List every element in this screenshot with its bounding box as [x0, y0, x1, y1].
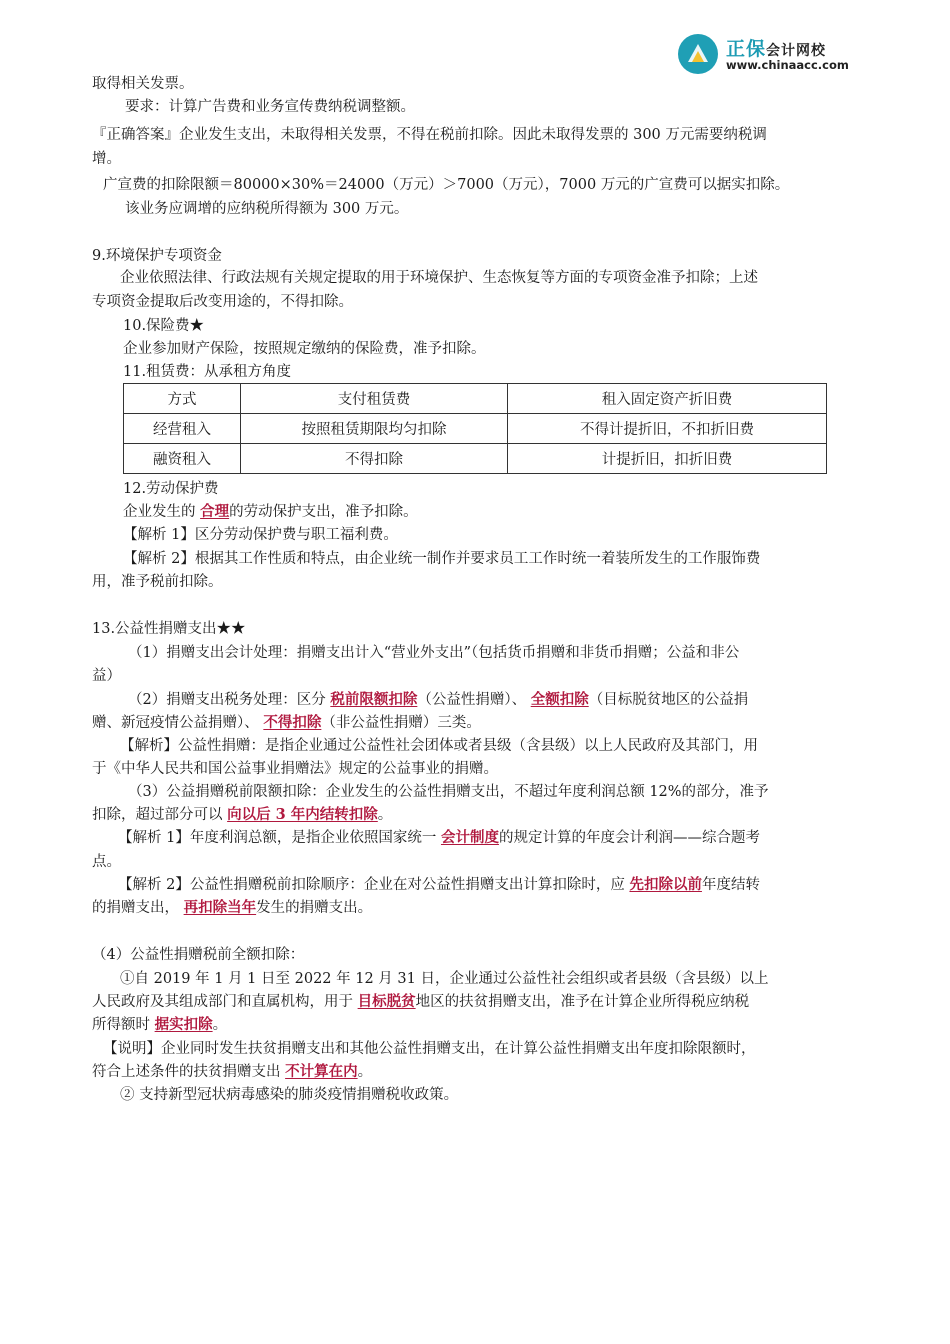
text-line [92, 898, 372, 918]
text-line: 该业务应调增的应纳税所得额为 300 万元。 [125, 201, 409, 217]
text-line: ①自 2019 年 1 月 1 日至 2022 年 12 月 31 日，企业通过公益性社会组织或者县级（含县级）以上 [120, 971, 769, 987]
text-span: 的劳动保护支出，准予扣除。 [229, 504, 418, 520]
text-line [92, 1062, 372, 1082]
text-line [92, 992, 749, 1012]
text-line [92, 1015, 227, 1035]
text-span: 。 [377, 807, 393, 823]
analysis-line: 【解析 1】区分劳动保护费与职工福利费。 [123, 527, 398, 543]
text-span: 。 [357, 1064, 373, 1080]
section-heading: 11.租赁费：从承租方角度 [123, 364, 292, 380]
text-line: 企业依照法律、行政法规有关规定提取的用于环境保护、生态恢复等方面的专项资金准予扣除；上述 [120, 270, 758, 286]
text-line: 益） [92, 668, 121, 684]
text-span: 的捐赠支出， [92, 900, 179, 916]
logo-brand [726, 34, 826, 61]
section-heading: 12.劳动保护费 [123, 481, 219, 497]
logo-brand-sub: 会计网校 [766, 43, 827, 59]
table-header-cell: 方式 [124, 384, 241, 414]
analysis-line: 【解析】公益性捐赠：是指企业通过公益性社会团体或者县级（含县级）以上人民政府及其部门，用 [120, 738, 758, 754]
table-header-cell: 支付租赁费 [241, 384, 508, 414]
table-cell: 不得扣除 [241, 444, 508, 474]
table-header-cell: 租入固定资产折旧费 [508, 384, 827, 414]
text-span: （目标脱贫地区的公益捐 [588, 692, 749, 708]
text-span: （2）捐赠支出税务处理：区分 [128, 692, 326, 708]
table-cell: 不得计提折旧，不扣折旧费 [508, 414, 827, 444]
text-span: 符合上述条件的扶贫捐赠支出 [92, 1064, 281, 1080]
text-span: 。 [212, 1017, 228, 1033]
text-span: 地区的扶贫捐赠支出，准予在计算企业所得税应纳税 [415, 994, 750, 1010]
text-line: 取得相关发票。 [92, 76, 194, 92]
text-span: 的规定计算的年度会计利润——综合题考 [498, 830, 760, 846]
table-cell: 融资租入 [124, 444, 241, 474]
text-line: 点。 [92, 854, 121, 870]
keyword-highlight: 全额扣除 [530, 691, 589, 708]
analysis-line [118, 875, 760, 895]
table-cell: 经营租入 [124, 414, 241, 444]
keyword-highlight: 合理 [200, 503, 230, 520]
logo-url: www.chinaacc.com [726, 58, 849, 72]
text-line [128, 690, 748, 710]
text-span: 所得额时 [92, 1017, 150, 1033]
keyword-highlight: 先扣除以前 [629, 876, 702, 893]
keyword-highlight: 会计制度 [440, 829, 499, 846]
text-line: （3）公益捐赠税前限额扣除：企业发生的公益性捐赠支出，不超过年度利润总额 12%的部分，准予 [128, 784, 769, 800]
text-span: （非公益性捐赠）三类。 [321, 715, 481, 731]
text-line: ② 支持新型冠状病毒感染的肺炎疫情捐赠税收政策。 [120, 1087, 459, 1103]
logo-book-icon [678, 34, 718, 74]
keyword-highlight: 不得扣除 [263, 714, 322, 731]
text-line: 广宣费的扣除限额＝80000×30%＝24000（万元）＞7000（万元），7000 万元的广宣费可以据实扣除。 [103, 177, 790, 193]
keyword-highlight: 目标脱贫 [357, 993, 416, 1010]
text-span: 赠、新冠疫情公益捐赠）、 [92, 715, 259, 731]
lease-table [123, 383, 827, 474]
text-span: 年度结转 [701, 877, 760, 893]
keyword-highlight: 不计算在内 [285, 1063, 358, 1080]
text-span: 企业发生的 [123, 504, 196, 520]
analysis-line [118, 828, 760, 848]
table-header-row [124, 384, 827, 414]
text-line: 专项资金提取后改变用途的，不得扣除。 [92, 294, 353, 310]
keyword-highlight: 再扣除当年 [183, 899, 257, 916]
keyword-highlight: 税前限额扣除 [330, 691, 418, 708]
section-heading: 10.保险费★ [123, 318, 205, 334]
text-span: 发生的捐赠支出。 [256, 900, 373, 916]
subsection-heading: （4）公益性捐赠税前全额扣除： [92, 947, 305, 963]
answer-line: 『正确答案』企业发生支出，未取得相关发票，不得在税前扣除。因此未取得发票的 300 万元需要纳税调 [92, 127, 767, 143]
keyword-highlight: 向以后 3 年内结转扣除 [227, 806, 378, 823]
text-span: 【解析 1】年度利润总额，是指企业依照国家统一 [118, 830, 437, 846]
logo-emblem [678, 34, 718, 74]
section-heading: 9.环境保护专项资金 [92, 248, 222, 264]
text-line: 企业参加财产保险，按照规定缴纳的保险费，准予扣除。 [123, 341, 486, 357]
text-line [92, 805, 392, 825]
text-span: 【解析 2】公益性捐赠税前扣除顺序：企业在对公益性捐赠支出计算扣除时，应 [118, 877, 625, 893]
chinaacc-logo [678, 30, 878, 76]
table-cell: 按照租赁期限均匀扣除 [241, 414, 508, 444]
analysis-line: 【解析 2】根据其工作性质和特点，由企业统一制作并要求员工工作时统一着装所发生的工作服饰费 [123, 551, 761, 567]
table-row [124, 414, 827, 444]
text-line: （1）捐赠支出会计处理：捐赠支出计入“营业外支出”（包括货币捐赠和非货币捐赠；公益和非公 [128, 645, 740, 661]
text-line [92, 713, 481, 733]
text-line: 增。 [92, 151, 121, 167]
text-line: 于《中华人民共和国公益事业捐赠法》规定的公益事业的捐赠。 [92, 761, 498, 777]
section-heading: 13.公益性捐赠支出★★ [92, 621, 246, 637]
text-line: 要求：计算广告费和业务宣传费纳税调整额。 [125, 99, 415, 115]
text-span: 扣除，超过部分可以 [92, 807, 223, 823]
text-span: （公益性捐赠）、 [417, 692, 527, 708]
text-line: 用，准予税前扣除。 [92, 574, 223, 590]
note-line: 【说明】企业同时发生扶贫捐赠支出和其他公益性捐赠支出，在计算公益性捐赠支出年度扣除限额时， [103, 1041, 756, 1057]
text-span: 人民政府及其组成部门和直属机构，用于 [92, 994, 353, 1010]
logo-brand-cn: 正保 [726, 38, 767, 60]
keyword-highlight: 据实扣除 [154, 1016, 213, 1033]
text-line [123, 502, 418, 522]
table-cell: 计提折旧，扣折旧费 [508, 444, 827, 474]
table-row [124, 444, 827, 474]
cutoff-text-fragment [92, 52, 212, 60]
